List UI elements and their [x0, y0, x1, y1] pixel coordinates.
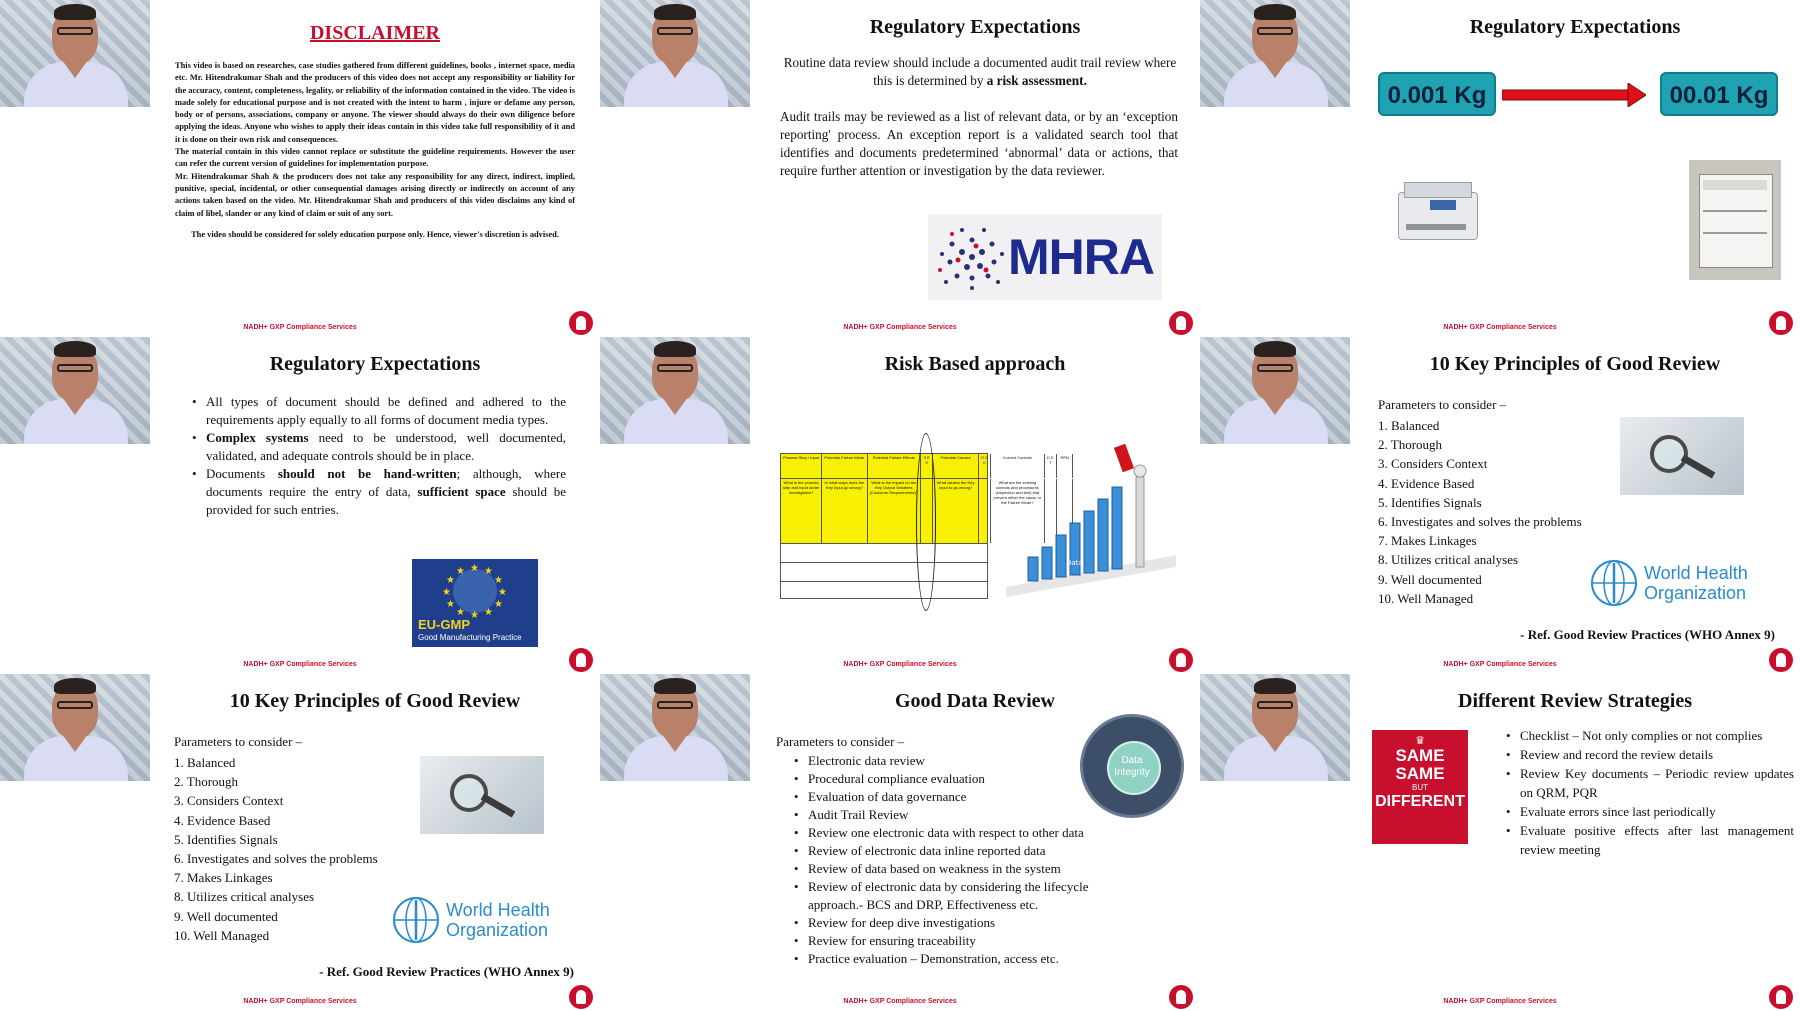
mhra-dots-icon — [932, 222, 1012, 292]
eu-stars-icon — [412, 559, 538, 619]
slide-disclaimer — [0, 0, 600, 337]
reference-text: - Ref. Good Review Practices (WHO Annex 9) — [1520, 627, 1775, 642]
disclaimer-paragraph-2: The material contain in this video cannot replace or substitute the guideline requirements. However the user can refer the current version of guidelines for implementation purpose. — [175, 147, 575, 169]
list-item: 3. Considers Context — [1378, 456, 1488, 472]
badge-line2: Integrity — [1114, 767, 1150, 778]
list-item: • Procedural compliance evaluation — [808, 770, 1138, 788]
list-item: 10. Well Managed — [174, 927, 270, 943]
svg-text:★: ★ — [456, 607, 465, 618]
svg-text:★: ★ — [470, 610, 479, 619]
list-item: • Evaluate errors since last periodically — [1520, 802, 1794, 821]
list-item: 9. Well documented — [174, 908, 278, 924]
list-item: • Review of data based on weakness in the system — [808, 860, 1138, 878]
audit-trail-paragraph: Routine data review should include a documented audit trail review where this is determined by a risk assessment. — [783, 55, 1177, 88]
slide-good-data-review — [600, 674, 1200, 1011]
slide-footer: NADH+ GXP Compliance Services — [843, 998, 957, 1005]
who-name-line2: Organization — [446, 920, 549, 940]
strategies-list — [1504, 726, 1794, 859]
eu-gmp-badge — [412, 559, 538, 647]
mhra-logo-text: MHRA — [1008, 229, 1154, 285]
company-logo-icon — [569, 648, 593, 672]
table-cell: What is the impact on the Key Output Variables (Customer Requirements)? — [868, 479, 922, 543]
presenter-webcam — [0, 0, 150, 107]
slide-footer: NADH+ GXP Compliance Services — [243, 661, 357, 668]
parameters-intro: Parameters to consider – — [1378, 397, 1507, 412]
list-item: 2. Thorough — [174, 774, 239, 790]
svg-text:★: ★ — [498, 587, 507, 598]
list-item: 1. Balanced — [1378, 418, 1440, 433]
who-logo — [390, 894, 550, 946]
slide-key-principles-1 — [1200, 337, 1800, 674]
crown-icon: ♛ — [1415, 735, 1425, 747]
slide-footer: NADH+ GXP Compliance Services — [1443, 661, 1557, 668]
table-cell: O C C — [979, 454, 991, 478]
slide-footer: NADH+ GXP Compliance Services — [243, 998, 357, 1005]
table-cell: Process Step / Input — [781, 454, 822, 478]
svg-text:★: ★ — [484, 607, 493, 618]
sign-line1: SAME — [1395, 746, 1445, 765]
list-item: 6. Investigates and solves the problems — [1378, 514, 1582, 530]
presenter-webcam — [600, 0, 750, 107]
svg-text:★: ★ — [456, 566, 465, 577]
chart-data-label: Data — [1066, 559, 1083, 567]
list-item: 1. Balanced — [174, 755, 236, 770]
svg-text:★: ★ — [484, 566, 493, 577]
presenter-webcam — [1200, 0, 1350, 107]
who-emblem-icon — [390, 894, 442, 946]
slide-review-strategies — [1200, 674, 1800, 1011]
list-item: • Review for deep dive investigations — [808, 914, 1138, 932]
table-cell: Potential Failure Effects — [868, 454, 922, 478]
eu-gmp-badge-subtitle: Good Manufacturing Practice — [418, 633, 522, 642]
magnifier-image — [420, 756, 544, 834]
list-item: • Evaluate positive effects after last management review meeting — [1520, 821, 1794, 859]
slide-title: DISCLAIMER — [309, 22, 441, 44]
company-logo-icon — [569, 311, 593, 335]
list-item: • Documents should not be hand-written; although, where documents require the entry of data, sufficient space should be provided for such entries. — [206, 465, 566, 519]
eu-gmp-badge-title: EU-GMP — [418, 617, 470, 632]
list-item: • Complex systems need to be understood, well documented, validated, and adequate controls should be in place. — [206, 429, 566, 465]
list-item: • Review for ensuring traceability — [808, 932, 1138, 950]
presenter-webcam — [1200, 337, 1350, 444]
svg-text:★: ★ — [470, 563, 479, 574]
slide-footer: NADH+ GXP Compliance Services — [843, 661, 957, 668]
growth-bar-chart-image — [1006, 437, 1176, 597]
printer-image — [1390, 164, 1486, 260]
slide-key-principles-2 — [0, 674, 600, 1011]
slide-footer: NADH+ GXP Compliance Services — [1443, 998, 1557, 1005]
list-item: 5. Identifies Signals — [174, 831, 278, 847]
weight-before-box: 0.001 Kg — [1378, 72, 1496, 116]
who-logo — [1588, 557, 1748, 609]
list-item: • Checklist – Not only complies or not complies — [1520, 726, 1794, 745]
table-cell — [979, 479, 991, 543]
list-item: • Review of electronic data inline reported data — [808, 842, 1138, 860]
disclaimer-closing: The video should be considered for solely education purpose only. Hence, viewer's discretion is advised. — [191, 229, 559, 239]
who-name-line1: World Health — [446, 900, 550, 920]
slide-title: Risk Based approach — [884, 353, 1066, 375]
who-emblem-icon — [1588, 557, 1640, 609]
table-cell: What is the process step and input under investigation? — [781, 479, 822, 543]
list-item: 7. Makes Linkages — [174, 870, 273, 886]
list-item: • Review one electronic data with respect to other data — [808, 824, 1138, 842]
sign-line2: SAME — [1395, 764, 1445, 783]
slide-title: Regulatory Expectations — [869, 16, 1081, 38]
badge-line1: Data — [1121, 755, 1143, 766]
list-item: • Evaluation of data governance — [808, 788, 1138, 806]
table-cell: Current Controls — [991, 454, 1045, 478]
list-item: • Audit Trail Review — [808, 806, 1138, 824]
list-item: 5. Identifies Signals — [1378, 494, 1482, 510]
list-item: 4. Evidence Based — [1378, 475, 1475, 491]
company-logo-icon — [1769, 985, 1793, 1009]
presenter-webcam — [600, 337, 750, 444]
slide-risk-based — [600, 337, 1200, 674]
list-item: 9. Well documented — [1378, 571, 1482, 587]
list-item: 7. Makes Linkages — [1378, 533, 1477, 549]
data-integrity-badge — [1080, 714, 1184, 818]
mhra-logo — [928, 214, 1162, 300]
principles-list — [174, 753, 378, 945]
slide-title: Regulatory Expectations — [1469, 16, 1681, 38]
company-logo-icon — [1169, 985, 1193, 1009]
table-cell: S E V — [921, 454, 933, 478]
list-item: • Review of electronic data by considering the lifecycle approach.- BCS and DRP, Effectiveness etc. — [808, 878, 1138, 914]
right-arrow-icon — [1502, 83, 1646, 107]
svg-text:★: ★ — [446, 599, 455, 610]
sign-line3: BUT — [1412, 783, 1428, 792]
slide-regulatory-mhra — [600, 0, 1200, 337]
fmea-table — [780, 453, 1069, 599]
exception-report-paragraph: Audit trails may be reviewed as a list of relevant data, or by an ‘exception reporting' process. An exception report is a validated search tool that identifies and documents predetermined ‘abnormal’ data or actions, that require further attention or investigation by the data reviewer. — [780, 109, 1178, 178]
table-cell: RPN — [1057, 454, 1073, 478]
list-item: 3. Considers Context — [174, 793, 284, 809]
svg-text:★: ★ — [446, 575, 455, 586]
oval-highlight — [916, 433, 936, 611]
list-item: 4. Evidence Based — [174, 812, 271, 828]
company-logo-icon — [1769, 648, 1793, 672]
slide-title: Different Review Strategies — [1458, 690, 1692, 712]
same-but-different-sign — [1372, 730, 1468, 844]
table-cell: D E T — [1045, 454, 1057, 478]
list-item: • All types of document should be defined and adhered to the requirements apply equally to all forms of document media types. — [206, 393, 566, 429]
principles-list — [1378, 416, 1582, 608]
who-name-line2: Organization — [1644, 583, 1747, 603]
table-cell: What are the existing controls and procedures (inspection and test) that prevent either the cause or the Failure Mode? — [991, 479, 1045, 543]
list-item: 10. Well Managed — [1378, 590, 1474, 606]
table-cell: In what ways does the Key Input go wrong? — [822, 479, 867, 543]
slide-footer: NADH+ GXP Compliance Services — [1443, 324, 1557, 331]
disclaimer-paragraph-3: Mr. Hitendrakumar Shah & the producers does not take any responsibility for any direct, indirect, implied, punitive, special, incidental, or other consequential damages arising directly or indirectly on account of any actions taken based on the video. Mr. Hitendrakumar Shah and producers of this video disclaims any kind of claim of libel, slander or any kind of claim or suit of any sort. — [175, 171, 575, 218]
who-name-line1: World Health — [1644, 563, 1748, 583]
company-logo-icon — [1769, 311, 1793, 335]
slide-title: Regulatory Expectations — [269, 353, 481, 375]
presenter-webcam — [0, 674, 150, 781]
requirements-list — [190, 393, 566, 519]
svg-text:★: ★ — [494, 575, 503, 586]
company-logo-icon — [1169, 311, 1193, 335]
disclaimer-body — [175, 60, 575, 241]
list-item: 8. Utilizes critical analyses — [174, 889, 315, 905]
slide-regulatory-kg — [1200, 0, 1800, 337]
company-logo-icon — [1169, 648, 1193, 672]
presenter-webcam — [0, 337, 150, 444]
parameters-intro: Parameters to consider – — [174, 734, 303, 749]
table-cell: What causes the Key Input to go wrong? — [933, 479, 978, 543]
table-cell: Potential Failure Mode — [822, 454, 867, 478]
slide-footer: NADH+ GXP Compliance Services — [843, 324, 957, 331]
list-item: 8. Utilizes critical analyses — [1378, 552, 1519, 568]
list-item: • Electronic data review — [808, 752, 1138, 770]
presenter-webcam — [600, 674, 750, 781]
reference-text: - Ref. Good Review Practices (WHO Annex 9) — [319, 964, 574, 979]
presenter-webcam — [1200, 674, 1350, 781]
table-cell: Potential Causes — [933, 454, 978, 478]
disclaimer-paragraph-1: This video is based on researches, case studies gathered from different guidelines, books , internet space, media etc. Mr. Hitendrakumar Shah and the producers of this video does not accept any responsibility or liability for the accuracy, content, completeness, legality, or reliability of the information contained in the video. The video is made solely for educational purpose and is not created with the intent to harm , injure or defame any person, body or of persons, associations, company or anyone. The viewer should always do their own diligence before applying the ideas. Anyone who wishes to apply their ideas contain in this video take full responsibility of it and it is done on their own risk and consequences. — [175, 61, 575, 144]
slide-title: 10 Key Principles of Good Review — [229, 690, 521, 712]
list-item: • Practice evaluation – Demonstration, access etc. — [808, 950, 1138, 968]
list-item: • Review Key documents – Periodic review updates on QRM, PQR — [1520, 764, 1794, 802]
list-item: 6. Investigates and solves the problems — [174, 851, 378, 867]
company-logo-icon — [569, 985, 593, 1009]
svg-text:★: ★ — [494, 599, 503, 610]
slide-regulatory-eugmp — [0, 337, 600, 674]
bar-chart-illustration — [1006, 437, 1176, 597]
list-item: 2. Thorough — [1378, 437, 1443, 453]
slide-title: Good Data Review — [895, 690, 1055, 712]
parameters-intro: Parameters to consider – — [776, 734, 905, 749]
magnifier-image — [1620, 417, 1744, 495]
weight-after-box: 00.01 Kg — [1660, 72, 1778, 116]
slide-footer: NADH+ GXP Compliance Services — [243, 324, 357, 331]
list-item: • Review and record the review details — [1520, 745, 1794, 764]
sign-line4: DIFFERENT — [1375, 793, 1465, 810]
svg-text:★: ★ — [442, 587, 451, 598]
slide-title: 10 Key Principles of Good Review — [1429, 353, 1721, 375]
copier-machine-image — [1689, 160, 1781, 280]
